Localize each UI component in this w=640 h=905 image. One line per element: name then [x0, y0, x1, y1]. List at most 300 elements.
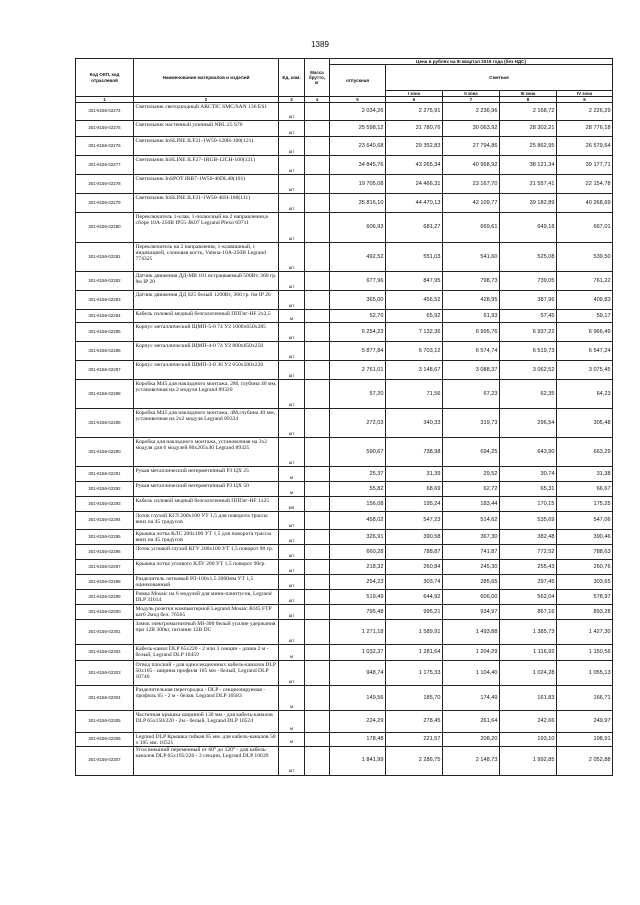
zone-4-price: 59,17: [557, 310, 613, 323]
zone-3-price: 3 062,52: [500, 361, 557, 380]
zone-2-price: 2 236,96: [443, 103, 500, 121]
item-name: Датчик движения ДД-МВ 101 встраиваемый 500Вт, 360 гр. 8м IP 20: [134, 272, 279, 291]
item-mass: [305, 291, 330, 310]
table-row: [76, 733, 613, 747]
item-mass: [305, 121, 330, 137]
zone-3-price: 772,52: [500, 545, 557, 560]
zone-3-price: 643,90: [500, 438, 557, 467]
zone-2-price: 1 104,40: [443, 661, 500, 686]
item-mass: [305, 194, 330, 213]
item-mass: [305, 590, 330, 605]
item-unit: мп: [279, 497, 305, 512]
zone-1-price: 547,23: [386, 512, 443, 530]
item-code: 301-8156-02288: [76, 380, 134, 409]
item-name: Датчик движения ДД 025 белый 1200Вт, 360 гр. 6м IP 20: [134, 291, 279, 310]
release-price: 458,02: [330, 512, 386, 530]
item-unit: шт: [279, 512, 305, 530]
item-mass: [305, 409, 330, 438]
release-price: 149,56: [330, 686, 386, 711]
item-mass: [305, 175, 330, 194]
zone-2-price: 2 148,73: [443, 746, 500, 775]
item-unit: м: [279, 482, 305, 497]
table-row: [76, 121, 613, 137]
item-name: Кабель-канал DLP 65х220 - 2 или 3 секции - длина 2 м - белый, Legrand DLP 10459: [134, 645, 279, 661]
zone-1-price: 1 281,64: [386, 645, 443, 661]
release-price: 660,28: [330, 545, 386, 560]
table-row: [76, 213, 613, 243]
header-zone-1: I зона: [386, 90, 443, 96]
item-unit: шт: [279, 575, 305, 590]
item-code: 301-8156-02300: [76, 605, 134, 620]
item-name: Разделительная перегородка - DLP - секционируемая - профиль 65 - 2 м - белая, Legrand DLP 10583: [134, 686, 279, 711]
item-unit: шт: [279, 545, 305, 560]
zone-2-price: 606,00: [443, 590, 500, 605]
item-unit: шт: [279, 103, 305, 121]
zone-1-price: 788,87: [386, 545, 443, 560]
release-price: 6 254,23: [330, 323, 386, 342]
table-row: [76, 323, 613, 342]
item-name: Коробка М45 для накладного монтажа, 2М, глубина 40 мм, установочная на 2 модуля Legrand 89320: [134, 380, 279, 409]
item-name: Коробка М45 для накладного монтажа, 4М,глубина 40 мм, установочная на 2х2 модуля Legrand 89324: [134, 409, 279, 438]
item-mass: [305, 272, 330, 291]
item-name: Рукав металлический негерметичный Р3 ЦХ 50: [134, 482, 279, 497]
item-code: 301-8156-02295: [76, 530, 134, 545]
zone-3-price: 57,45: [500, 310, 557, 323]
table-row: [76, 560, 613, 575]
zone-3-price: 739,05: [500, 272, 557, 291]
zone-3-price: 161,83: [500, 686, 557, 711]
item-name: Кабель силовой медный безгалогенный ППГнг-HF 2х2,5: [134, 310, 279, 323]
item-code: 301-8156-02306: [76, 733, 134, 747]
item-code: 301-8156-02275: [76, 121, 134, 137]
column-index: 1: [76, 97, 134, 103]
item-unit: шт: [279, 156, 305, 175]
item-mass: [305, 686, 330, 711]
zone-2-price: 1 204,29: [443, 645, 500, 661]
item-unit: шт: [279, 194, 305, 213]
item-code: 301-8156-02276: [76, 137, 134, 156]
table-row: [76, 512, 613, 530]
zone-1-price: 185,70: [386, 686, 443, 711]
item-code: 301-8156-02274: [76, 103, 134, 121]
zone-3-price: 193,10: [500, 733, 557, 747]
item-mass: [305, 342, 330, 361]
zone-2-price: 245,30: [443, 560, 500, 575]
table-row: [76, 530, 613, 545]
zone-1-price: 456,52: [386, 291, 443, 310]
zone-4-price: 788,63: [557, 545, 613, 560]
zone-1-price: 644,92: [386, 590, 443, 605]
zone-4-price: 3 075,45: [557, 361, 613, 380]
release-price: 2 761,01: [330, 361, 386, 380]
zone-1-price: 738,98: [386, 438, 443, 467]
item-name: Переключатель 1-клав. 1-полюсный на 2 направления,в сборе 10A-250B IP55-JK07 Legrand Plexo 69711: [134, 213, 279, 243]
item-code: 301-8156-02289: [76, 409, 134, 438]
release-price: 326,91: [330, 530, 386, 545]
zone-1-price: 221,57: [386, 733, 443, 747]
release-price: 2 034,26: [330, 103, 386, 121]
zone-2-price: 694,25: [443, 438, 500, 467]
item-unit: шт: [279, 121, 305, 137]
zone-1-price: 260,84: [386, 560, 443, 575]
item-unit: шт: [279, 605, 305, 620]
zone-3-price: 1 385,73: [500, 620, 557, 645]
item-unit: шт: [279, 342, 305, 361]
header-name: Наименование материалов и изделий: [134, 59, 279, 97]
item-code: 301-8156-02283: [76, 291, 134, 310]
item-unit: шт: [279, 560, 305, 575]
item-unit: шт: [279, 291, 305, 310]
item-code: 301-8156-02278: [76, 175, 134, 194]
item-code: 301-8156-02304: [76, 686, 134, 711]
zone-2-price: 261,64: [443, 711, 500, 733]
item-unit: шт: [279, 243, 305, 272]
item-name: Крышка лотка КЛС 200х100 УТ 1,5 для поворота трассы вниз на 45 градусов: [134, 530, 279, 545]
item-unit: шт: [279, 272, 305, 291]
column-index: 8: [500, 97, 557, 103]
release-price: 218,32: [330, 560, 386, 575]
table-row: [76, 482, 613, 497]
item-unit: м: [279, 711, 305, 733]
release-price: 34 845,76: [330, 156, 386, 175]
zone-1-price: 31 780,76: [386, 121, 443, 137]
zone-1-price: 24 466,31: [386, 175, 443, 194]
table-row: [76, 645, 613, 661]
zone-3-price: 382,48: [500, 530, 557, 545]
item-unit: шт: [279, 137, 305, 156]
zone-2-price: 67,23: [443, 380, 500, 409]
item-unit: м: [279, 733, 305, 747]
zone-4-price: 539,50: [557, 243, 613, 272]
table-row: [76, 310, 613, 323]
release-price: 5 877,84: [330, 342, 386, 361]
header-zone-3: III зона: [500, 90, 557, 96]
header-release: отпускная: [330, 65, 386, 97]
item-mass: [305, 575, 330, 590]
zone-3-price: 562,04: [500, 590, 557, 605]
item-code: 301-8156-02292: [76, 482, 134, 497]
table-row: [76, 575, 613, 590]
item-code: 301-8156-02277: [76, 156, 134, 175]
zone-4-price: 22 154,78: [557, 175, 613, 194]
item-mass: [305, 661, 330, 686]
item-code: 301-8156-02302: [76, 645, 134, 661]
item-unit: шт: [279, 620, 305, 645]
zone-3-price: 21 557,41: [500, 175, 557, 194]
table-row: [76, 409, 613, 438]
zone-3-price: 525,08: [500, 243, 557, 272]
item-name: Частичная крышка шириной 130 мм - для кабель-каналов DLP 65х150/220 - 2м - белый, Legrand DLP 10524: [134, 711, 279, 733]
zone-4-price: 198,91: [557, 733, 613, 747]
zone-4-price: 166,71: [557, 686, 613, 711]
zone-2-price: 741,87: [443, 545, 500, 560]
zone-4-price: 6 966,49: [557, 323, 613, 342]
item-code: 301-8156-02285: [76, 323, 134, 342]
zone-1-price: 2 275,91: [386, 103, 443, 121]
zone-2-price: 514,62: [443, 512, 500, 530]
item-name: Модуль розетки компьютерной Legrand Mosaic RJ45 FTP кат6 2мод бел. 76565: [134, 605, 279, 620]
item-code: 301-8156-02281: [76, 243, 134, 272]
zone-2-price: 29,52: [443, 467, 500, 482]
table-row: [76, 438, 613, 467]
release-price: 35 816,10: [330, 194, 386, 213]
item-code: 301-8156-02287: [76, 361, 134, 380]
release-price: 254,23: [330, 575, 386, 590]
price-table: [75, 58, 613, 776]
zone-1-price: 65,92: [386, 310, 443, 323]
zone-2-price: 934,97: [443, 605, 500, 620]
release-price: 19 705,08: [330, 175, 386, 194]
table-row: [76, 103, 613, 121]
release-price: 25,37: [330, 467, 386, 482]
zone-1-price: 2 286,75: [386, 746, 443, 775]
release-price: 677,96: [330, 272, 386, 291]
zone-3-price: 649,18: [500, 213, 557, 243]
header-code: Код ОКП, код отраслевой: [76, 59, 134, 97]
release-price: 590,67: [330, 438, 386, 467]
release-price: 365,00: [330, 291, 386, 310]
zone-3-price: 170,15: [500, 497, 557, 512]
zone-4-price: 26 579,64: [557, 137, 613, 156]
item-mass: [305, 645, 330, 661]
table-row: [76, 711, 613, 733]
item-name: Светильник InSLINE ILF27-1RGB-12CH-100(121): [134, 156, 279, 175]
zone-3-price: 535,69: [500, 512, 557, 530]
item-code: 301-8156-02282: [76, 272, 134, 291]
zone-1-price: 71,56: [386, 380, 443, 409]
item-mass: [305, 482, 330, 497]
zone-2-price: 541,60: [443, 243, 500, 272]
item-code: 301-8156-02279: [76, 194, 134, 213]
item-name: Светильник InSLINE ILF21-1W50-120H-100(121): [134, 137, 279, 156]
header-price-group: Цена в рублях на III квартал 2019 года (без НДС): [330, 59, 613, 65]
zone-4-price: 1 150,56: [557, 645, 613, 661]
zone-2-price: 61,93: [443, 310, 500, 323]
item-unit: шт: [279, 438, 305, 467]
zone-3-price: 38 121,34: [500, 156, 557, 175]
item-name: Угол внешний переменный от 60° до 120° - для кабель-каналов DLP 65х195/220 - 3 секции, Legrand DLP 10639: [134, 746, 279, 775]
zone-4-price: 305,48: [557, 409, 613, 438]
table-row: [76, 272, 613, 291]
zone-1-price: 278,45: [386, 711, 443, 733]
column-index: 7: [443, 97, 500, 103]
item-mass: [305, 560, 330, 575]
zone-2-price: 42 109,77: [443, 194, 500, 213]
zone-1-price: 1 589,91: [386, 620, 443, 645]
item-code: 301-8156-02284: [76, 310, 134, 323]
item-mass: [305, 512, 330, 530]
table-body: [76, 97, 613, 776]
item-code: 301-8156-02291: [76, 467, 134, 482]
zone-2-price: 6 995,76: [443, 323, 500, 342]
item-code: 301-8156-02297: [76, 560, 134, 575]
item-mass: [305, 380, 330, 409]
zone-3-price: 867,16: [500, 605, 557, 620]
item-mass: [305, 733, 330, 747]
table-row: [76, 291, 613, 310]
release-price: 23 640,68: [330, 137, 386, 156]
zone-4-price: 31,38: [557, 467, 613, 482]
item-name: Корпус металлический ЩМП-5-0 74 У2 1000х650х285: [134, 323, 279, 342]
zone-2-price: 1 493,88: [443, 620, 500, 645]
release-price: 156,08: [330, 497, 386, 512]
zone-1-price: 681,27: [386, 213, 443, 243]
item-code: 301-8156-02286: [76, 342, 134, 361]
column-index: 9: [557, 97, 613, 103]
zone-3-price: 65,31: [500, 482, 557, 497]
column-index: 3: [279, 97, 305, 103]
zone-4-price: 1 427,30: [557, 620, 613, 645]
zone-1-price: 43 265,34: [386, 156, 443, 175]
item-mass: [305, 545, 330, 560]
release-price: 224,29: [330, 711, 386, 733]
release-price: 606,93: [330, 213, 386, 243]
header-zone-2: II зона: [443, 90, 500, 96]
page-number: 1389: [311, 40, 329, 49]
zone-4-price: 761,22: [557, 272, 613, 291]
zone-1-price: 195,24: [386, 497, 443, 512]
zone-3-price: 25 862,95: [500, 137, 557, 156]
item-name: Светильник InSLINE ILF21-1W50-46H-100(111): [134, 194, 279, 213]
zone-4-price: 2 052,88: [557, 746, 613, 775]
release-price: 795,48: [330, 605, 386, 620]
zone-3-price: 255,43: [500, 560, 557, 575]
zone-3-price: 28 302,21: [500, 121, 557, 137]
zone-3-price: 30,74: [500, 467, 557, 482]
item-mass: [305, 620, 330, 645]
zone-1-price: 68,69: [386, 482, 443, 497]
release-price: 55,82: [330, 482, 386, 497]
column-index: 5: [330, 97, 386, 103]
item-code: 301-8156-02307: [76, 746, 134, 775]
table-row: [76, 342, 613, 361]
item-name: Кабель силовой медный безгалогенный ППГнг-HF 1х25: [134, 497, 279, 512]
item-name: Замок электромагнитный MI-300 белый усилие удержания при 12В 300кг, питание 12В DC: [134, 620, 279, 645]
zone-1-price: 303,74: [386, 575, 443, 590]
item-unit: шт: [279, 661, 305, 686]
zone-1-price: 995,21: [386, 605, 443, 620]
item-mass: [305, 156, 330, 175]
zone-1-price: 7 132,36: [386, 323, 443, 342]
zone-3-price: 6 519,73: [500, 342, 557, 361]
zone-1-price: 551,03: [386, 243, 443, 272]
table-row: [76, 156, 613, 175]
table-row: [76, 620, 613, 645]
item-unit: шт: [279, 590, 305, 605]
item-name: Отвод плоский - для односекционных кабель-каналов DLP 50х105 - ширина профиля 105 мм - белый, Legrand DLP 10740: [134, 661, 279, 686]
item-name: Крышка лотка углового КЛУ 200 УТ 1,5 поворот 90гр.: [134, 560, 279, 575]
item-unit: шт: [279, 213, 305, 243]
item-code: 301-8156-02296: [76, 545, 134, 560]
release-price: 25 598,12: [330, 121, 386, 137]
zone-3-price: 1 992,85: [500, 746, 557, 775]
table-row: [76, 380, 613, 409]
zone-4-price: 667,01: [557, 213, 613, 243]
zone-2-price: 23 167,70: [443, 175, 500, 194]
zone-4-price: 547,06: [557, 512, 613, 530]
release-price: 519,49: [330, 590, 386, 605]
zone-2-price: 40 968,92: [443, 156, 500, 175]
release-price: 1 271,18: [330, 620, 386, 645]
release-price: 52,70: [330, 310, 386, 323]
item-mass: [305, 243, 330, 272]
zone-2-price: 62,72: [443, 482, 500, 497]
zone-4-price: 64,23: [557, 380, 613, 409]
item-unit: шт: [279, 323, 305, 342]
zone-2-price: 6 574,74: [443, 342, 500, 361]
zone-1-price: 847,95: [386, 272, 443, 291]
item-name: Светильник настенный уличный NBL 25 S70: [134, 121, 279, 137]
item-name: Лоток глухой КГЛ 200х100 УТ 1,5 для поворота трассы вниз на 45 градусов: [134, 512, 279, 530]
table-row: [76, 361, 613, 380]
item-unit: шт: [279, 530, 305, 545]
item-unit: шт: [279, 409, 305, 438]
table-row: [76, 605, 613, 620]
item-code: 301-8156-02290: [76, 438, 134, 467]
item-mass: [305, 711, 330, 733]
table-row: [76, 243, 613, 272]
table-row: [76, 467, 613, 482]
item-mass: [305, 746, 330, 775]
item-unit: шт: [279, 175, 305, 194]
item-name: Лоток угловой глухой КГУ 200х100 УТ 1,5 поворот 90 гр.: [134, 545, 279, 560]
zone-3-price: 242,66: [500, 711, 557, 733]
item-unit: шт: [279, 361, 305, 380]
zone-3-price: 6 937,22: [500, 323, 557, 342]
release-price: 178,48: [330, 733, 386, 747]
zone-2-price: 27 794,86: [443, 137, 500, 156]
item-unit: м: [279, 645, 305, 661]
table-row: [76, 175, 613, 194]
item-code: 301-8156-02301: [76, 620, 134, 645]
table-row: [76, 137, 613, 156]
zone-2-price: 669,61: [443, 213, 500, 243]
item-code: 301-8156-02299: [76, 590, 134, 605]
item-unit: м: [279, 467, 305, 482]
zone-4-price: 1 055,13: [557, 661, 613, 686]
zone-2-price: 174,49: [443, 686, 500, 711]
zone-2-price: 428,95: [443, 291, 500, 310]
item-name: Светильник InSPOT IRB7-1W50-40DL48(101): [134, 175, 279, 194]
zone-2-price: 183,44: [443, 497, 500, 512]
zone-4-price: 66,67: [557, 482, 613, 497]
zone-4-price: 409,83: [557, 291, 613, 310]
item-name: Разделитель лотковый РЛ-100х1,5 2000мм УТ 1,5 оцинкованный: [134, 575, 279, 590]
release-price: 1 032,37: [330, 645, 386, 661]
item-code: 301-8156-02280: [76, 213, 134, 243]
zone-4-price: 39 177,71: [557, 156, 613, 175]
item-mass: [305, 213, 330, 243]
release-price: 272,03: [330, 409, 386, 438]
zone-1-price: 29 352,83: [386, 137, 443, 156]
zone-4-price: 28 776,18: [557, 121, 613, 137]
item-name: Legrand DLP Крышка гибкая 65 мм. для кабель-каналов 50 х 105 мм. 10521: [134, 733, 279, 747]
release-price: 948,74: [330, 661, 386, 686]
zone-3-price: 62,35: [500, 380, 557, 409]
column-index: 4: [305, 97, 330, 103]
item-unit: шт: [279, 380, 305, 409]
item-code: 301-8156-02298: [76, 575, 134, 590]
header-mass: Масса брутто, кг: [305, 59, 330, 97]
item-mass: [305, 137, 330, 156]
zone-4-price: 893,28: [557, 605, 613, 620]
zone-3-price: 296,54: [500, 409, 557, 438]
item-name: Корпус металлический ЩМП-4-0 74 У2 800х650х250: [134, 342, 279, 361]
zone-4-price: 303,65: [557, 575, 613, 590]
zone-1-price: 44 470,13: [386, 194, 443, 213]
zone-4-price: 260,76: [557, 560, 613, 575]
zone-2-price: 367,30: [443, 530, 500, 545]
